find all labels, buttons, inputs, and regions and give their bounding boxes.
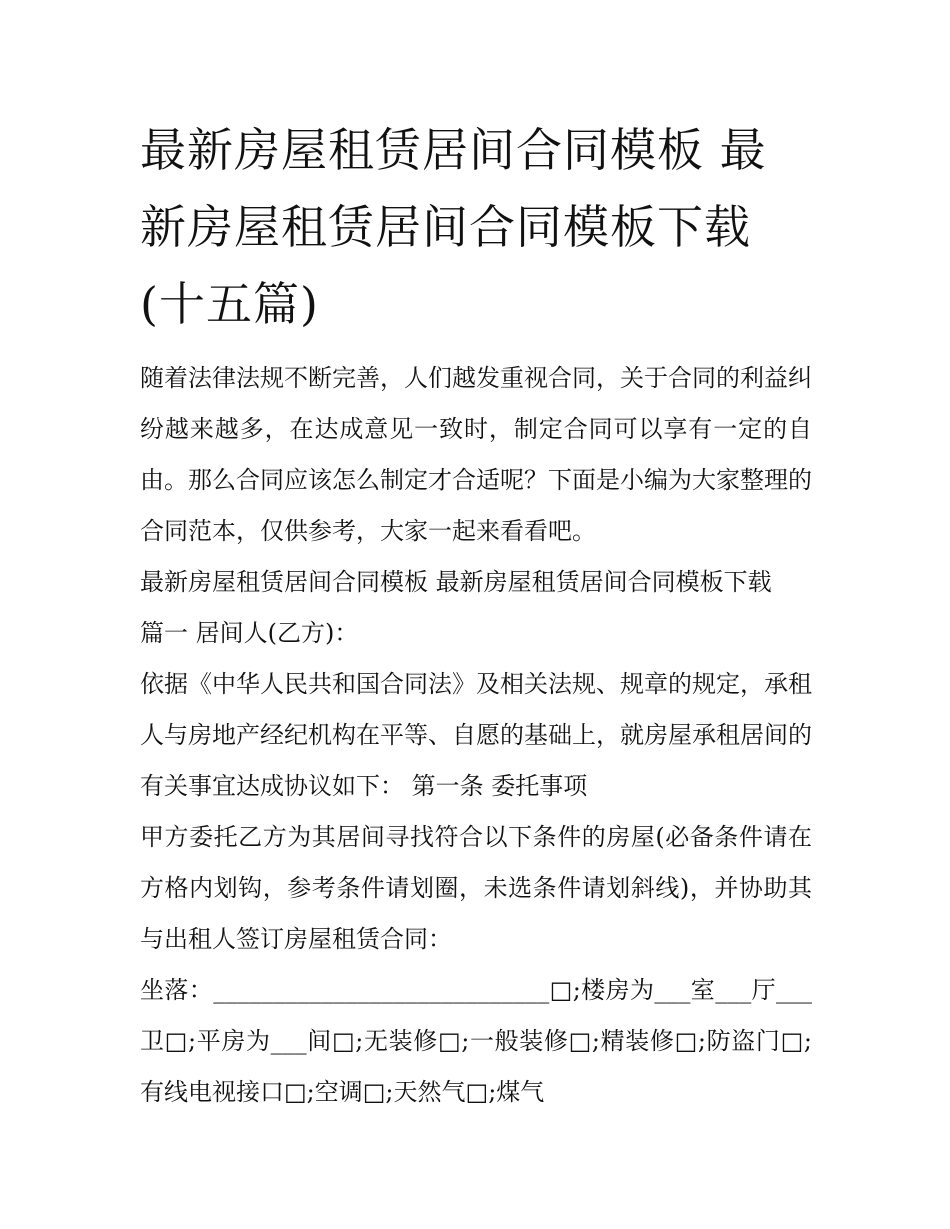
- clause-paragraph: 依据《中华人民共和国合同法》及相关法规、规章的规定，承租人与房地产经纪机构在平等、自愿的基础上，就房屋承租居间的有关事宜达成协议如下： 第一条 委托事项: [140, 670, 812, 800]
- intro-paragraph: 随着法律法规不断完善，人们越发重视合同，关于合同的利益纠纷越来越多，在达成意见一致时，制定合同可以享有一定的自由。那么合同应该怎么制定才合适呢？下面是小编为大家整理的合同范本，仅供参考，大家一起来看看吧。: [140, 364, 812, 545]
- subtitle-line: 最新房屋租赁居间合同模板 最新房屋租赁居间合同模板下载: [140, 568, 772, 596]
- clause-paragraph: 坐落：____________________________□;楼房为___室___厅___卫□;平房为___间□;无装修□;一般装修□;精装修□;防盗门□;有线电视接口□;空调□;天然气□;煤气: [140, 976, 812, 1106]
- section-heading: 篇一 居间人(乙方)：: [140, 619, 359, 647]
- document-page: [140, 112, 812, 1118]
- document-body: [140, 353, 812, 1118]
- clause-paragraph: 甲方委托乙方为其居间寻找符合以下条件的房屋(必备条件请在方格内划钩，参考条件请划圈，未选条件请划斜线)，并协助其与出租人签订房屋租赁合同：: [140, 823, 812, 953]
- document-title: 最新房屋租赁居间合同模板 最新房屋租赁居间合同模板下载(十五篇): [140, 123, 767, 331]
